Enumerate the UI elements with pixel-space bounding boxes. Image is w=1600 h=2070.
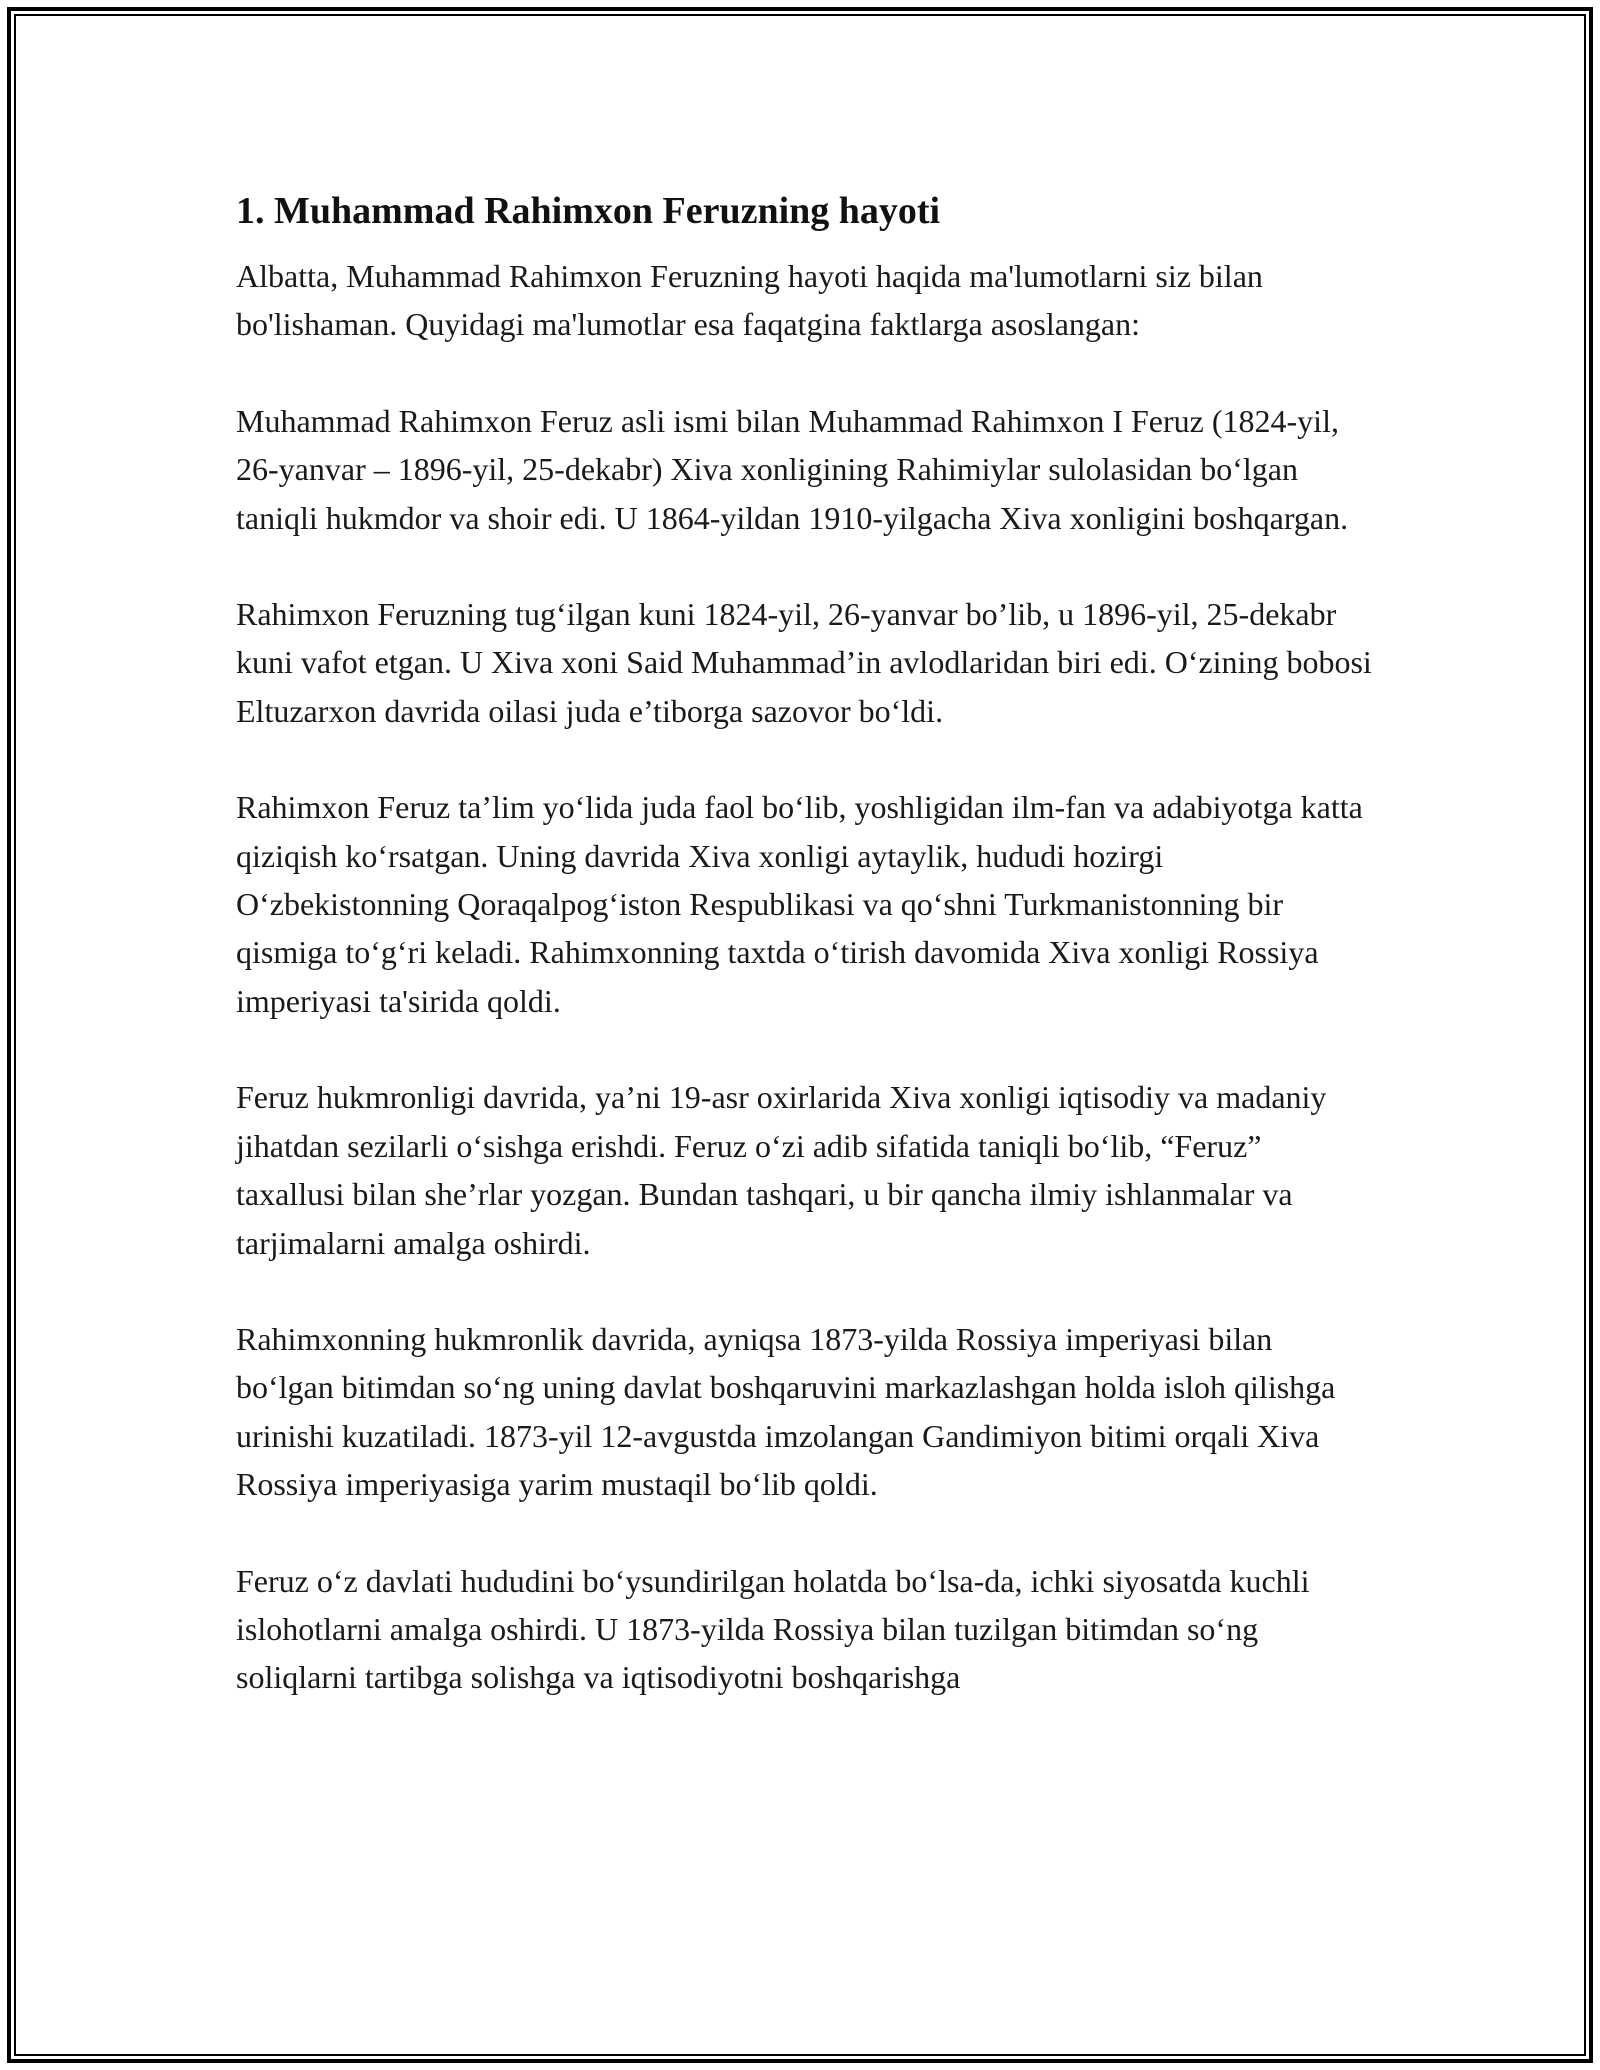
paragraph-treaty: Rahimxonning hukmronlik davrida, ayniqsa 1873-yilda Rossiya imperiyasi bilan bo‘lgan bitimdan so‘ng uning davlat boshqaruvini markazlashgan holda isloh qilishga urinishi kuzatiladi. 1873-yil 12-avgustda imzolangan Gandimiyon bitimi orqali Xiva Rossiya imperiyasiga yarim mustaqil bo‘lib qoldi. xyxy=(236,1320,1336,1503)
paragraph-reforms: Feruz o‘z davlati hududini bo‘ysundirilgan holatda bo‘lsa-da, ichki siyosatda kuchli islohotlarni amalga oshirdi. U 1873-yilda Rossiya bilan tuzilgan bitimdan so‘ng soliqlarni tartibga solishga va iqtisodiyotni boshqarishga xyxy=(236,1562,1310,1696)
paragraph-education: Rahimxon Feruz ta’lim yo‘lida juda faol bo‘lib, yoshligidan ilm-fan va adabiyotga katta qiziqish ko‘rsatgan. Uning davrida Xiva xonligi aytaylik, hududi hozirgi O‘zbekistonning Qoraqalpog‘iston Respublikasi va qo‘shni Turkmanistonning bir qismiga to‘g‘ri keladi. Rahimxonning taxtda o‘tirish davomida Xiva xonligi Rossiya imperiyasi ta'sirida qoldi. xyxy=(236,789,1363,1019)
paragraph-biography: Muhammad Rahimxon Feruz asli ismi bilan Muhammad Rahimxon I Feruz (1824-yil, 26-yanvar – 1896-yil, 25-dekabr) Xiva xonligining Rahimiylar sulolasidan bo‘lgan taniqli hukmdor va shoir edi. U 1864-yildan 1910-yilgacha Xiva xonligini boshqargan. xyxy=(236,402,1349,536)
paragraph-reign: Feruz hukmronligi davrida, ya’ni 19-asr oxirlarida Xiva xonligi iqtisodiy va madaniy jihatdan sezilarli o‘sishga erishdi. Feruz o‘zi adib sifatida taniqli bo‘lib, “Feruz” taxallusi bilan she’rlar yozgan. Bundan tashqari, u bir qancha ilmiy ishlanmalar va tarjimalarni amalga oshirdi. xyxy=(236,1079,1327,1261)
paragraph-list xyxy=(236,252,1376,1702)
document-title: 1. Muhammad Rahimxon Feruzning hayoti xyxy=(236,190,941,232)
document-body xyxy=(236,186,1376,1702)
paragraph-intro: Albatta, Muhammad Rahimxon Feruzning hayoti haqida ma'lumotlarni siz bilan bo'lishaman. Quyidagi ma'lumotlar esa faqatgina faktlarga asoslangan: xyxy=(236,258,1263,343)
paragraph-birth-death: Rahimxon Feruzning tug‘ilgan kuni 1824-yil, 26-yanvar bo’lib, u 1896-yil, 25-dekabr kuni vafot etgan. U Xiva xoni Said Muhammad’in avlodlaridan biri edi. O‘zining bobosi Eltuzarxon davrida oilasi juda e’tiborga sazovor bo‘ldi. xyxy=(236,596,1372,729)
